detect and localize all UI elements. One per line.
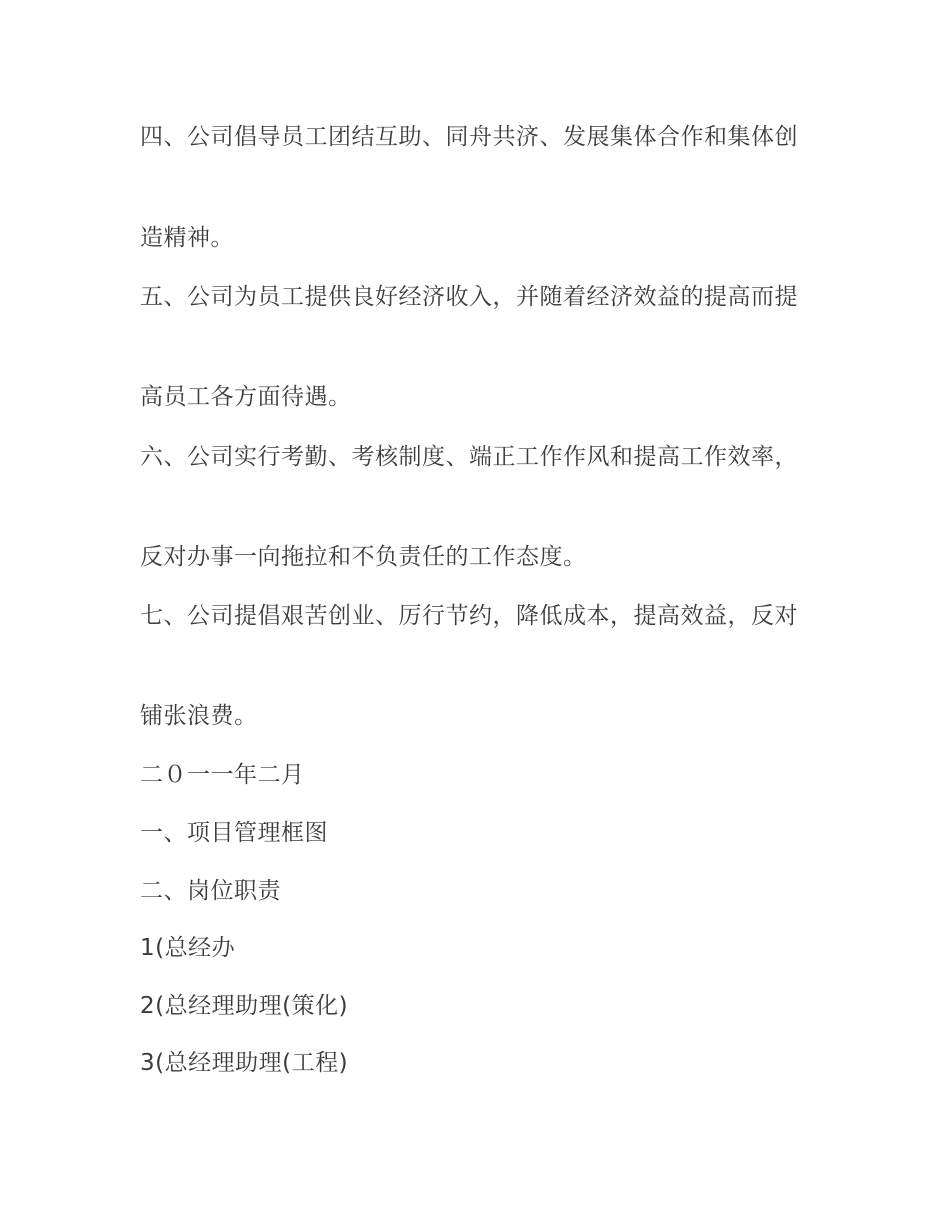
paragraph-principle-5-continued: 高员工各方面待遇。 (140, 384, 352, 410)
paragraph-principle-7: 七、公司提倡艰苦创业、厉行节约，降低成本，提高效益，反对 (140, 603, 798, 629)
paragraph-principle-6-continued: 反对办事一向拖拉和不负责任的工作态度。 (140, 544, 587, 570)
list-item-assistant-planning: 2(总经理助理(策化) (140, 993, 349, 1019)
list-item-general-office: 1(总经办 (140, 935, 236, 961)
paragraph-principle-5: 五、公司为员工提供良好经济收入，并随着经济效益的提高而提 (140, 284, 798, 310)
paragraph-principle-6: 六、公司实行考勤、考核制度、端正工作作风和提高工作效率， (140, 444, 798, 470)
list-item-assistant-engineering: 3(总经理助理(工程) (140, 1050, 349, 1076)
paragraph-principle-4-continued: 造精神。 (140, 225, 234, 251)
paragraph-principle-4: 四、公司倡导员工团结互助、同舟共济、发展集体合作和集体创 (140, 124, 798, 150)
document-date: 二０一一年二月 (140, 762, 305, 788)
paragraph-principle-7-continued: 铺张浪费。 (140, 703, 258, 729)
section-heading-project-chart: 一、项目管理框图 (140, 820, 328, 846)
section-heading-job-duties: 二、岗位职责 (140, 878, 281, 904)
